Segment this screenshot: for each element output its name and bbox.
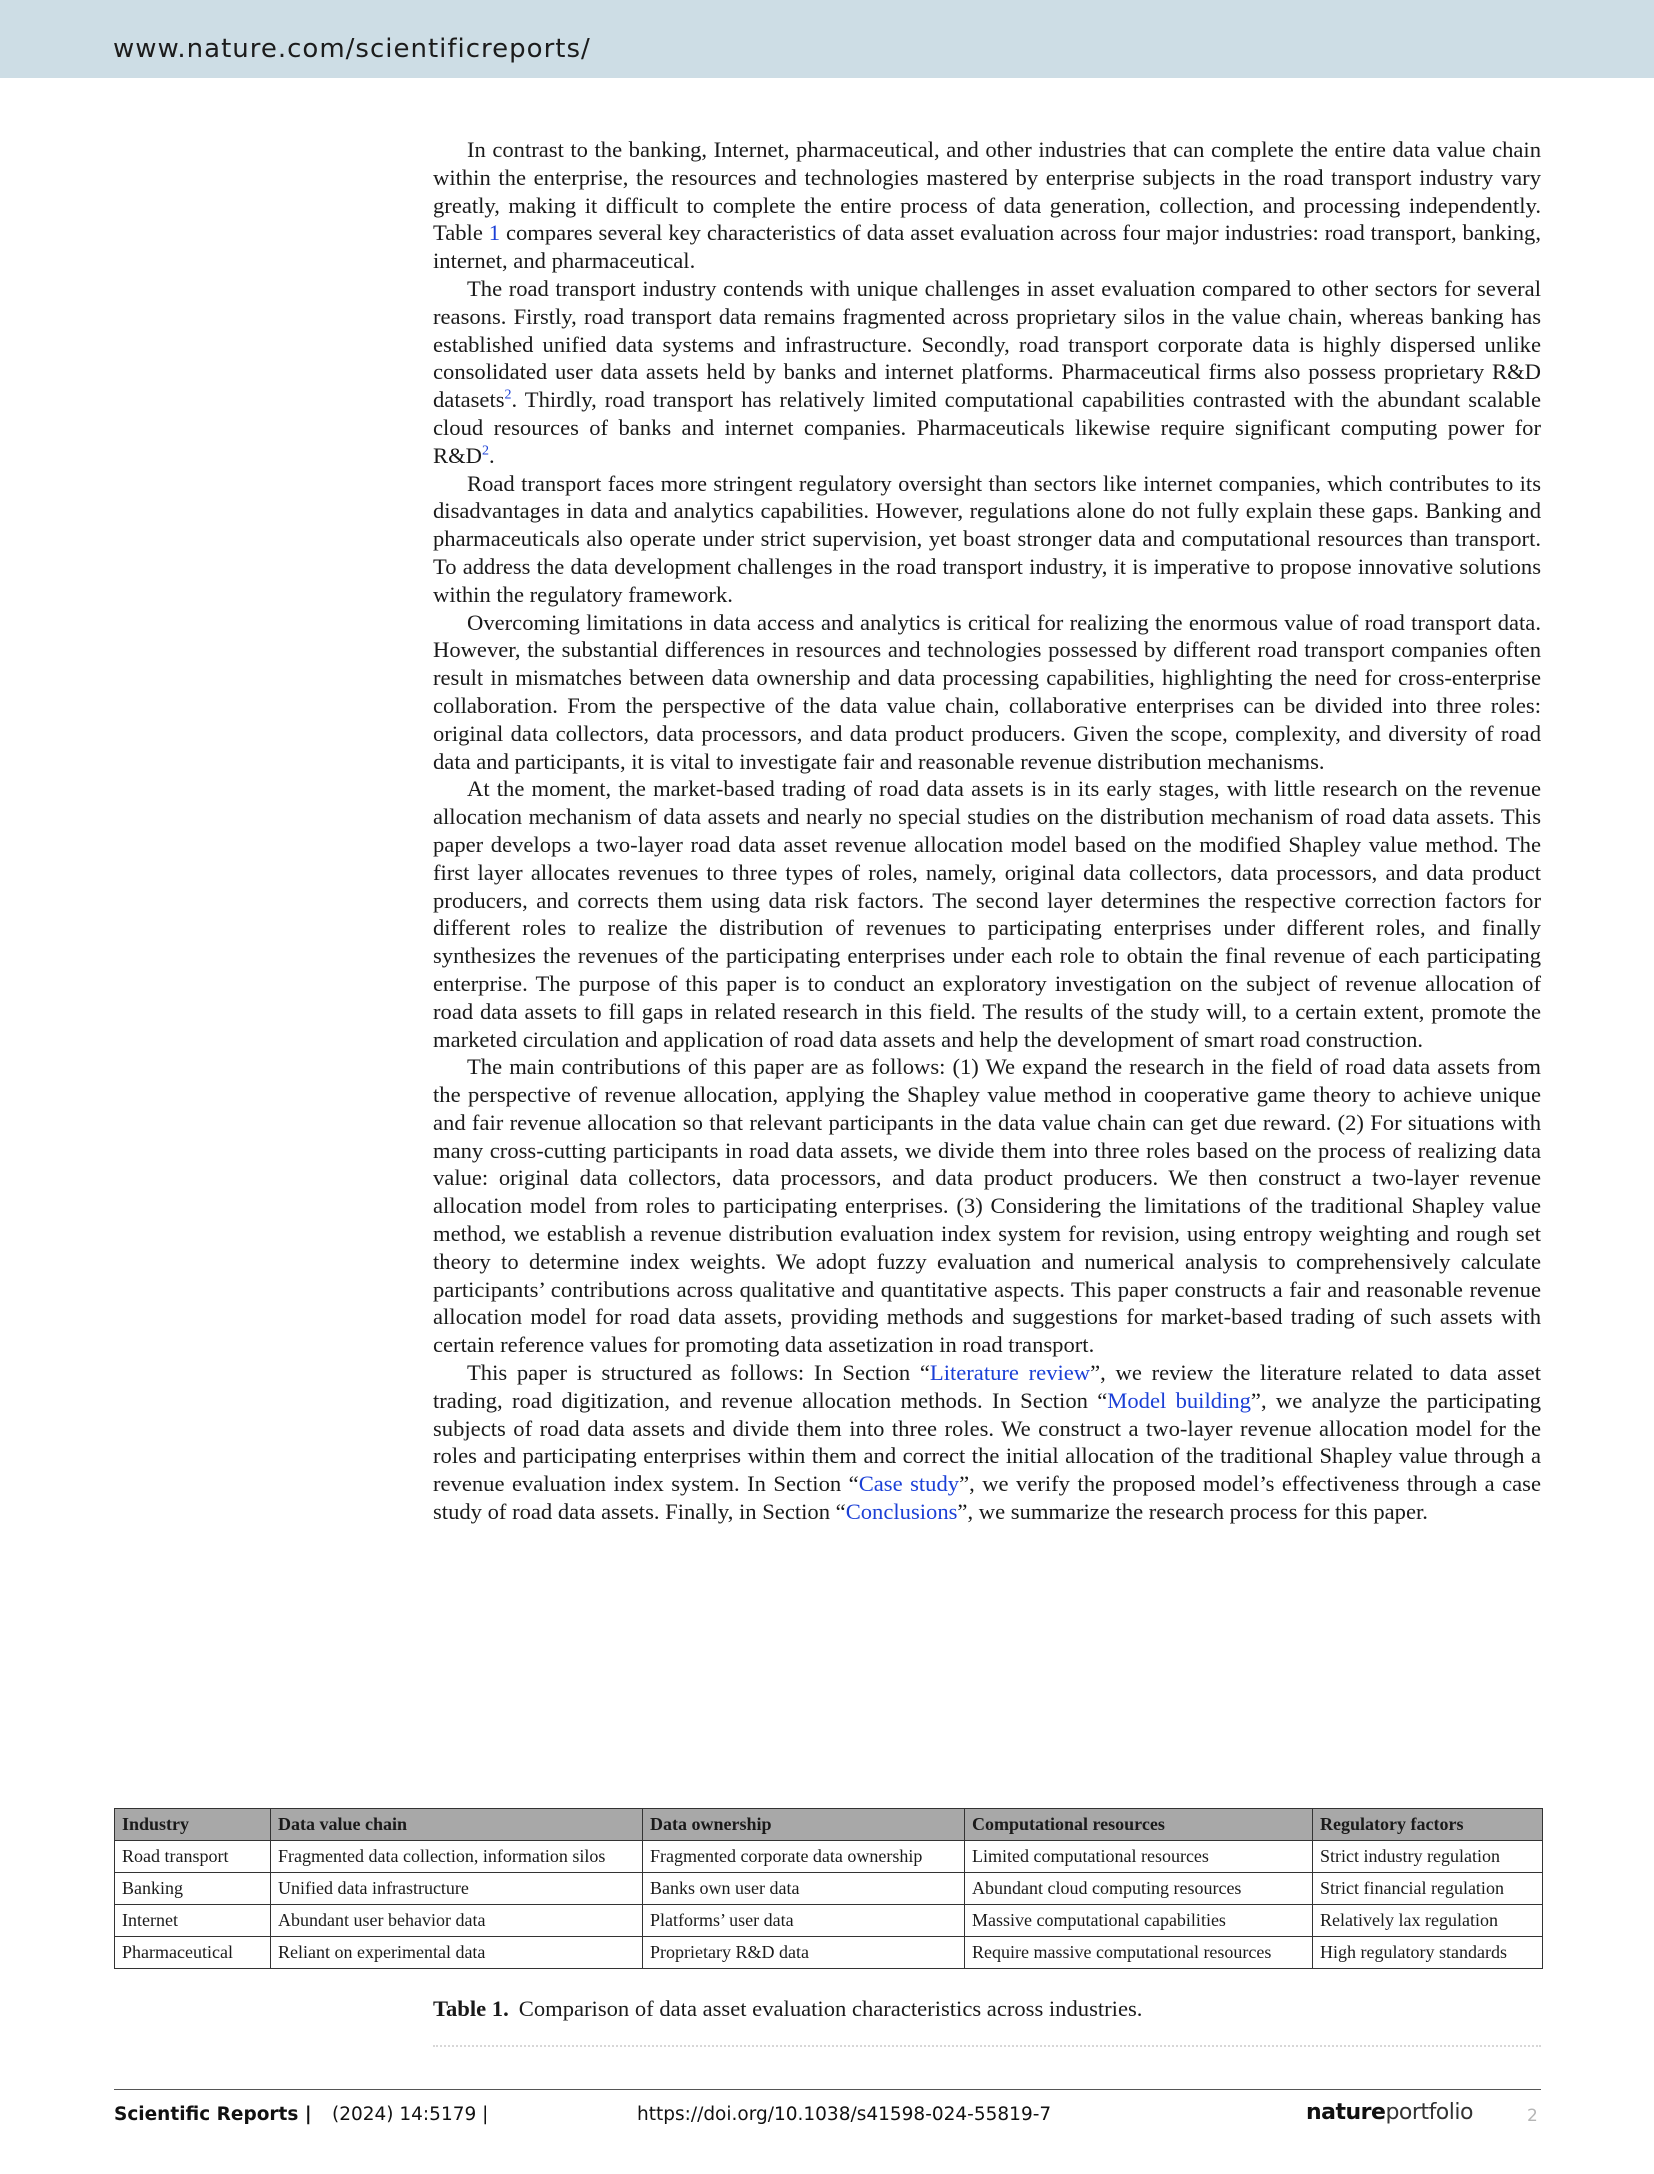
paragraph-3: Road transport faces more stringent regulatory oversight than sectors like internet companies, which contributes to its disadvantages in data and analytics capabilities. However, regulations alone do not fully explain these gaps. Banking and pharmaceuticals also operate under strict supervision, yet boast stronger data and computational resources than transport. To address the data development challenges in the road transport industry, it is imperative to propose innovative solutions within the regulatory framework. [433, 470, 1541, 607]
table-header-row [115, 1809, 1543, 1841]
table-cell: Banking [115, 1873, 271, 1905]
table-cell: Road transport [115, 1841, 271, 1873]
paragraph-7: This paper is structured as follows: In Section “Literature review”, we review the literature related to data asset trading, road digitization, and revenue allocation methods. In Section “Model building”, we analyze the participating subjects of road data assets and divide them into three roles. We construct a two-layer revenue allocation model for the roles and participating enterprises within them and correct the initial allocation of the traditional Shapley value through a revenue evaluation index system. In Section “Case study”, we verify the proposed model’s effectiveness through a case study of road data assets. Finally, in Section “Conclusions”, we summarize the research process for this paper. [433, 1360, 1541, 1525]
header-url[interactable]: www.nature.com/scientificreports/ [113, 34, 591, 64]
table-header-cell: Computational resources [965, 1809, 1313, 1841]
paragraph-5: At the moment, the market-based trading of road data assets is in its early stages, with little research on the revenue allocation mechanism of data assets and nearly no special studies on the distribution mechanism of road data assets. This paper develops a two-layer road data asset revenue allocation model based on the modified Shapley value method. The first layer allocates revenues to three types of roles, namely, original data collectors, data processors, and data product producers, and corrects them using data risk factors. The second layer determines the respective correction factors for different roles to realize the distribution of revenues to participating enterprises under different roles, and finally synthesizes the revenues of the participating enterprises under each role to obtain the final revenue of each participating enterprise. The purpose of this paper is to conduct an exploratory investigation on the subject of revenue allocation of road data assets to fill gaps in related research in this field. The results of the study will, to a certain extent, promote the marketed circulation and application of road data assets and help the development of smart road construction. [433, 776, 1541, 1052]
footer-volume: (2024) 14:5179 | [332, 2104, 489, 2125]
footer-divider [114, 2089, 1541, 2090]
table-header-cell: Data value chain [271, 1809, 643, 1841]
table-cell: Require massive computational resources [965, 1937, 1313, 1969]
table-header-cell: Industry [115, 1809, 271, 1841]
table-cell: Limited computational resources [965, 1841, 1313, 1873]
table-cell: Strict industry regulation [1313, 1841, 1543, 1873]
table-caption-label: Table 1. [433, 1996, 509, 2021]
paragraph-1: In contrast to the banking, Internet, pharmaceutical, and other industries that can complete the entire data value chain within the enterprise, the resources and technologies mastered by enterprise subjects in the road transport industry vary greatly, making it difficult to complete the entire process of data generation, collection, and processing independently. Table 1 compares several key characteristics of data asset evaluation across four major industries: road transport, banking, internet, and pharmaceutical. [433, 137, 1541, 274]
page-footer [114, 2102, 1541, 2136]
table-cell: Abundant user behavior data [271, 1905, 643, 1937]
table-cell: Pharmaceutical [115, 1937, 271, 1969]
table-cell: Banks own user data [643, 1873, 965, 1905]
table-row [115, 1873, 1543, 1905]
article-body [433, 136, 1541, 1526]
section-link-case-study[interactable]: Case study [858, 1471, 960, 1497]
table-cell: Internet [115, 1905, 271, 1937]
table-cell: Proprietary R&D data [643, 1937, 965, 1969]
section-link-model-building[interactable]: Model building [1107, 1387, 1251, 1413]
citation-link[interactable]: 2 [481, 443, 489, 459]
citation-link[interactable]: 2 [504, 387, 512, 403]
caption-divider [433, 2045, 1541, 2047]
table-row [115, 1905, 1543, 1937]
table-cell: Reliant on experimental data [271, 1937, 643, 1969]
header-bar [0, 0, 1654, 78]
table-header-cell: Regulatory factors [1313, 1809, 1543, 1841]
paragraph-2: The road transport industry contends with unique challenges in asset evaluation compared to other sectors for several reasons. Firstly, road transport data remains fragmented across proprietary silos in the value chain, whereas banking has established unified data systems and infrastructure. Secondly, road transport corporate data is highly dispersed unlike consolidated user data assets held by banks and internet platforms. Pharmaceutical firms also possess proprietary R&D datasets$^2$. Thirdly, road transport has relatively limited computational capabilities contrasted with the abundant scalable cloud resources of banks and internet companies. Pharmaceuticals likewise require significant computing power for R&D$^2$. [433, 275, 1541, 468]
table-caption [433, 1996, 1541, 2022]
table-cell: Strict financial regulation [1313, 1873, 1543, 1905]
comparison-table [114, 1808, 1543, 1969]
paragraph-6: The main contributions of this paper are as follows: (1) We expand the research in the field of road data assets from the perspective of revenue allocation, applying the Shapley value method in cooperative game theory to achieve unique and fair revenue allocation so that relevant participants in the data value chain can get due reward. (2) For situations with many cross-cutting participants in road data assets, we divide them into three roles based on the process of realizing data value: original data collectors, data processors, and data product producers. We then construct a two-layer revenue allocation model from roles to participating enterprises. (3) Considering the limitations of the traditional Shapley value method, we establish a revenue distribution evaluation index system for revision, using entropy weighting and rough set theory to determine index weights. We adopt fuzzy evaluation and numerical analysis to comprehensively calculate participants’ contributions across qualitative and quantitative aspects. This paper constructs a fair and reasonable revenue allocation model for road data assets, providing methods and suggestions for market-based trading of such assets with certain reference values for promoting data assetization in road transport. [433, 1054, 1541, 1358]
table-1-link[interactable]: 1 [488, 220, 501, 246]
nature-portfolio-logo: natureportfolio [1306, 2100, 1473, 2125]
page-number: 2 [1527, 2106, 1538, 2126]
paragraph-4: Overcoming limitations in data access and analytics is critical for realizing the enormous value of road transport data. However, the substantial differences in resources and technologies possessed by different road transport companies often result in mismatches between data ownership and data processing capabilities, highlighting the need for cross-enterprise collaboration. From the perspective of the data value chain, collaborative enterprises can be divided into three roles: original data collectors, data processors, and data product producers. Given the scope, complexity, and diversity of road data and participants, it is vital to investigate fair and reasonable revenue distribution mechanisms. [433, 609, 1541, 774]
table-cell: Fragmented data collection, information silos [271, 1841, 643, 1873]
table-cell: Unified data infrastructure [271, 1873, 643, 1905]
footer-doi-link[interactable]: https://doi.org/10.1038/s41598-024-55819-7 [637, 2104, 1052, 2125]
section-link-literature-review[interactable]: Literature review [929, 1360, 1091, 1386]
table-cell: Abundant cloud computing resources [965, 1873, 1313, 1905]
table-row [115, 1841, 1543, 1873]
section-link-conclusions[interactable]: Conclusions [845, 1499, 958, 1525]
table-caption-text: Comparison of data asset evaluation characteristics across industries. [518, 1996, 1143, 2021]
table-header-cell: Data ownership [643, 1809, 965, 1841]
table-cell: Fragmented corporate data ownership [643, 1841, 965, 1873]
table-cell: Massive computational capabilities [965, 1905, 1313, 1937]
table-cell: Platforms’ user data [643, 1905, 965, 1937]
table-cell: Relatively lax regulation [1313, 1905, 1543, 1937]
table-cell: High regulatory standards [1313, 1937, 1543, 1969]
footer-journal: Scientific Reports | [114, 2104, 312, 2125]
table-row [115, 1937, 1543, 1969]
table-1 [114, 1808, 1542, 1969]
